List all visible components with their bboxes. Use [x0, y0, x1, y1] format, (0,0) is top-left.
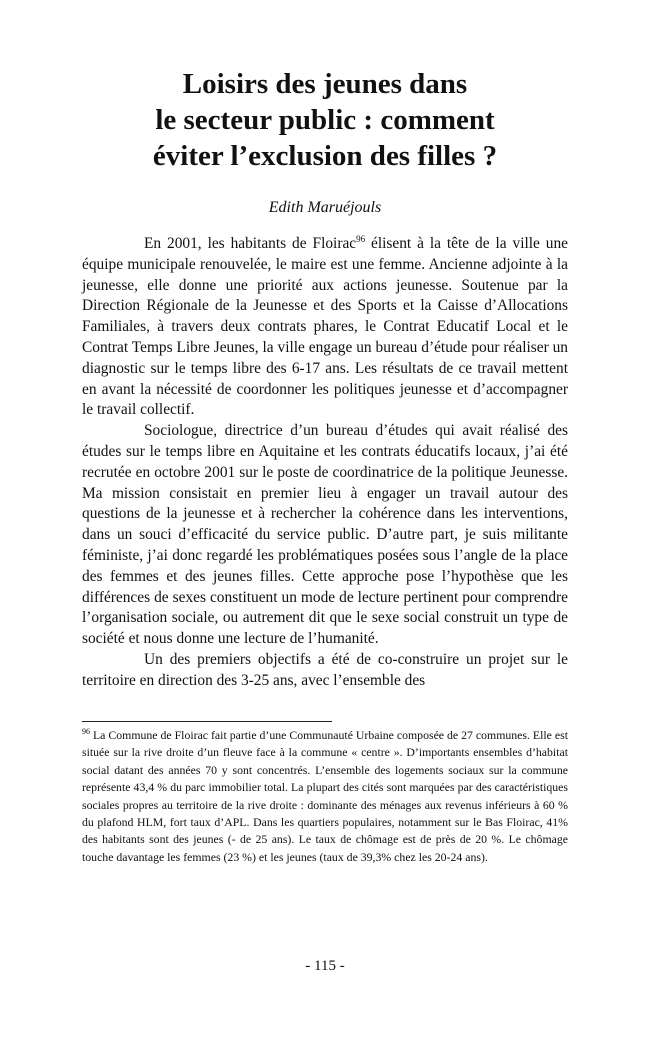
body-text [82, 234, 568, 692]
paragraph-1 [82, 234, 568, 421]
paragraph-2: Sociologue, directrice d’un bureau d’études qui avait réalisé des études sur le temps libre en Aquitaine et les contrats éducatifs locaux, j’ai été recrutée en octobre 2001 sur le poste de coordinatrice de la politique Jeunesse. Ma mission consistait en premier lieu à engager un travail autour des questions de la jeunesse et à rechercher la cohérence dans les interventions, dans un souci d’efficacité du service public. D’autre part, je suis militante féministe, j’ai donc regardé les problématiques posées sous l’angle de la place des femmes et des jeunes filles. Cette approche pose l’hypothèse que les différences de sexes constituent un mode de lecture pertinent pour comprendre l’organisation sociale, ou autrement dit que le sexe social construit un type de société et nous donne une lecture de l’humanité. [82, 422, 568, 648]
title-line-3: éviter l’exclusion des filles ? [152, 140, 498, 172]
footnote-number: 96 [82, 727, 90, 737]
footnote [82, 727, 568, 866]
paragraph-3: Un des premiers objectifs a été de co-construire un projet sur le territoire en direction des 3-25 ans, avec l’ensemble des [82, 650, 568, 689]
author-name: Edith Maruéjouls [268, 199, 382, 216]
footnote-text: La Commune de Floirac fait partie d’une Communauté Urbaine composée de 27 communes. Elle est située sur la rive droite d’un fleuve face à la commune « centre ». D’importants ensembles d’habitat social datant des années 70 y sont concentrés. L’ensemble des logements sociaux sur la commune représente 43,4 % du parc immobilier total. La plupart des cités sont marquées par des caractéristiques sociales propres au territoire de la rive droite : dominante des ménages aux revenus inférieurs à 60 % du plafond HLM, fort taux d’APL. Dans les quartiers populaires, notamment sur le Bas Floirac, 41% des habitants sont des jeunes (- de 25 ans). Le taux de chômage est de près de 20 %. Le chômage touche davantage les femmes (23 %) et les jeunes (taux de 39,3% chez les 20-24 ans). [82, 728, 568, 864]
page-number: - 115 - [305, 958, 345, 974]
chapter-title [60, 66, 590, 174]
title-line-2: le secteur public : comment [155, 104, 495, 136]
paragraph-1-rest: élisent à la tête de la ville une équipe municipale renouvelée, le maire est une femme. Ancienne adjointe à la jeunesse, elle donne une priorité aux actions jeunesse. Soutenue par la Direction Régionale de la Jeunesse et des Sports et la Caisse d’Allocations Familiales, à travers deux contrats phares, le Contrat Educatif Local et le Contrat Temps Libre Jeunes, la ville engage un bureau d’étude pour réaliser un diagnostic sur le temps libre des 6-17 ans. Les résultats de ce travail mettent en avant la nécessité de coordonner les politiques jeunesse et d’accompagner le travail collectif. [82, 235, 568, 419]
title-line-1: Loisirs des jeunes dans [182, 68, 468, 100]
footnote-reference: 96 [356, 233, 366, 244]
paragraph-1-start: En 2001, les habitants de Floirac [144, 235, 357, 252]
footnote-divider [82, 721, 332, 722]
